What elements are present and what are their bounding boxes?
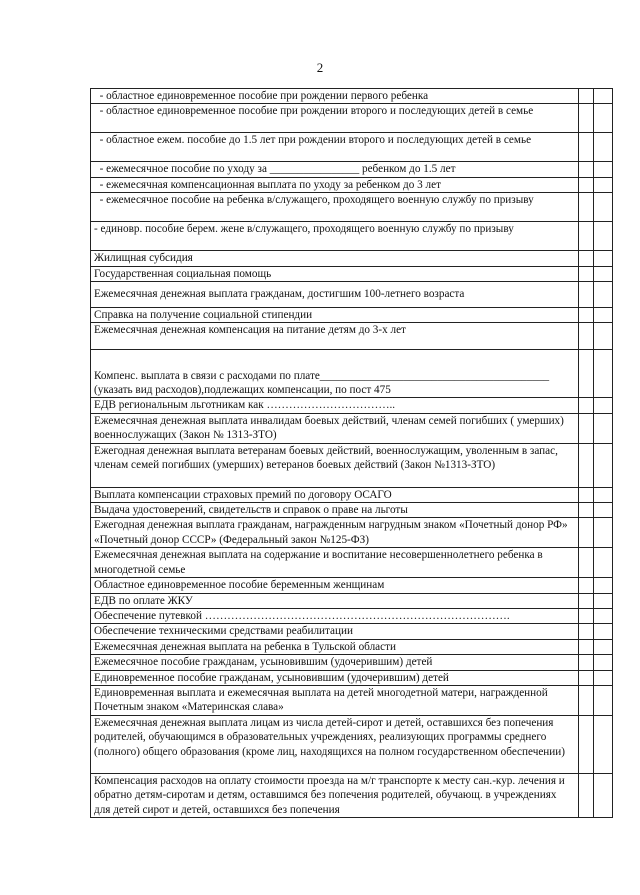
table-row — [91, 715, 613, 773]
mark-cell — [579, 548, 594, 578]
table-row — [91, 398, 613, 413]
service-cell: Государственная социальная помощь — [91, 266, 579, 281]
mark-cell — [594, 323, 613, 350]
mark-cell — [579, 670, 594, 685]
mark-cell — [594, 413, 613, 443]
mark-cell — [594, 162, 613, 177]
mark-cell — [579, 266, 594, 281]
table-row — [91, 639, 613, 654]
mark-cell — [594, 308, 613, 323]
service-cell: Ежемесячное пособие гражданам, усыновившим (удочерившим) детей — [91, 655, 579, 670]
mark-cell — [594, 350, 613, 398]
table-row — [91, 350, 613, 398]
service-cell: Справка на получение социальной стипендии — [91, 308, 579, 323]
table-row — [91, 89, 613, 104]
mark-cell — [579, 518, 594, 548]
mark-cell — [594, 639, 613, 654]
mark-cell — [579, 323, 594, 350]
mark-cell — [594, 715, 613, 773]
service-cell: Обеспечение техническими средствами реабилитации — [91, 624, 579, 639]
service-cell: Областное единовременное пособие беременным женщинам — [91, 578, 579, 593]
mark-cell — [594, 89, 613, 104]
service-cell: - областное ежем. пособие до 1.5 лет при рождении второго и последующих детей в семье — [91, 133, 579, 162]
services-table — [90, 88, 613, 818]
mark-cell — [579, 282, 594, 308]
table-row — [91, 518, 613, 548]
mark-cell — [579, 162, 594, 177]
table-row — [91, 133, 613, 162]
mark-cell — [594, 398, 613, 413]
service-cell: - единовр. пособие берем. жене в/служащего, проходящего военную службу по призыву — [91, 222, 579, 251]
mark-cell — [579, 133, 594, 162]
table-row — [91, 266, 613, 281]
service-cell: Компенс. выплата в связи с расходами по плате_________________________________________ (указать вид расходов),подлежащих компенсации, по пост 475 — [91, 350, 579, 398]
table-row — [91, 193, 613, 222]
service-cell: Ежемесячная денежная компенсация на питание детям до 3-х лет — [91, 323, 579, 350]
table-row — [91, 624, 613, 639]
service-cell: Компенсация расходов на оплату стоимости проезда на м/г транспорте к месту сан.-кур. лечения и обратно детям-сиротам и детям, оставшимся без попечения родителей, обучающ. в учреждениях для детей сирот и детей, оставшихся без попечения — [91, 773, 579, 817]
service-cell: Ежемесячная денежная выплата гражданам, достигшим 100-летнего возраста — [91, 282, 579, 308]
service-cell: Ежегодная денежная выплата гражданам, награжденным нагрудным знаком «Почетный донор РФ» «Почетный донор СССР» (Федеральный закон №125-ФЗ) — [91, 518, 579, 548]
mark-cell — [579, 89, 594, 104]
mark-cell — [594, 222, 613, 251]
mark-cell — [579, 487, 594, 502]
table-row — [91, 308, 613, 323]
mark-cell — [594, 177, 613, 192]
service-cell: Ежемесячная денежная выплата инвалидам боевых действий, членам семей погибших ( умерших) военнослужащих (Закон № 1313-ЗТО) — [91, 413, 579, 443]
mark-cell — [594, 193, 613, 222]
table-row — [91, 413, 613, 443]
mark-cell — [579, 350, 594, 398]
service-cell: - областное единовременное пособие при рождении второго и последующих детей в семье — [91, 104, 579, 133]
mark-cell — [579, 443, 594, 487]
service-cell: - ежемесячная компенсационная выплата по уходу за ребенком до 3 лет — [91, 177, 579, 192]
mark-cell — [594, 685, 613, 715]
table-row — [91, 323, 613, 350]
mark-cell — [579, 624, 594, 639]
table-row — [91, 282, 613, 308]
table-row — [91, 685, 613, 715]
service-cell: - ежемесячное пособие на ребенка в/служащего, проходящего военную службу по призыву — [91, 193, 579, 222]
mark-cell — [579, 578, 594, 593]
table-row — [91, 593, 613, 608]
mark-cell — [579, 593, 594, 608]
page-number: 2 — [316, 60, 324, 75]
mark-cell — [594, 518, 613, 548]
service-cell: Жилищная субсидия — [91, 251, 579, 266]
mark-cell — [579, 503, 594, 518]
table-row — [91, 548, 613, 578]
service-cell: ЕДВ региональным льготникам как …………………………….. — [91, 398, 579, 413]
service-cell: Ежегодная денежная выплата ветеранам боевых действий, военнослужащим, уволенным в запас, членам семей погибших (умерших) ветеранов боевых действий (Закон №1313-ЗТО) — [91, 443, 579, 487]
mark-cell — [579, 251, 594, 266]
service-cell: Обеспечение путевкой ………………………………………………………………………. — [91, 608, 579, 623]
mark-cell — [594, 608, 613, 623]
table-row — [91, 503, 613, 518]
mark-cell — [579, 773, 594, 817]
mark-cell — [594, 104, 613, 133]
service-cell: Единовременная выплата и ежемесячная выплата на детей многодетной матери, награжденной Почетным знаком «Материнская слава» — [91, 685, 579, 715]
mark-cell — [594, 133, 613, 162]
mark-cell — [579, 222, 594, 251]
table-row — [91, 162, 613, 177]
mark-cell — [594, 282, 613, 308]
mark-cell — [594, 548, 613, 578]
table-row — [91, 443, 613, 487]
mark-cell — [579, 608, 594, 623]
service-cell: - ежемесячное пособие по уходу за ________________ ребенком до 1.5 лет — [91, 162, 579, 177]
mark-cell — [594, 593, 613, 608]
mark-cell — [594, 487, 613, 502]
table-row — [91, 177, 613, 192]
mark-cell — [579, 413, 594, 443]
service-cell: Ежемесячная денежная выплата лицам из числа детей-сирот и детей, оставшихся без попечения родителей, обучающимся в образовательных учреждениях, реализующих программы среднего (полного) общего образования (кроме лиц, находящихся на полном государственном обеспечении) — [91, 715, 579, 773]
table-row — [91, 578, 613, 593]
service-cell: Ежемесячная денежная выплата на ребенка в Тульской области — [91, 639, 579, 654]
table-row — [91, 251, 613, 266]
mark-cell — [579, 177, 594, 192]
table-row — [91, 670, 613, 685]
table-row — [91, 773, 613, 817]
service-cell: Выплата компенсации страховых премий по договору ОСАГО — [91, 487, 579, 502]
table-row — [91, 104, 613, 133]
mark-cell — [579, 308, 594, 323]
mark-cell — [579, 715, 594, 773]
mark-cell — [594, 773, 613, 817]
mark-cell — [579, 104, 594, 133]
mark-cell — [594, 266, 613, 281]
table-row — [91, 655, 613, 670]
table-row — [91, 222, 613, 251]
mark-cell — [594, 655, 613, 670]
mark-cell — [579, 685, 594, 715]
mark-cell — [579, 639, 594, 654]
table-row — [91, 487, 613, 502]
mark-cell — [579, 398, 594, 413]
service-cell: - областное единовременное пособие при рождении первого ребенка — [91, 89, 579, 104]
service-cell: ЕДВ по оплате ЖКУ — [91, 593, 579, 608]
mark-cell — [594, 670, 613, 685]
mark-cell — [594, 443, 613, 487]
table-row — [91, 608, 613, 623]
mark-cell — [594, 578, 613, 593]
mark-cell — [594, 624, 613, 639]
service-cell: Выдача удостоверений, свидетельств и справок о праве на льготы — [91, 503, 579, 518]
mark-cell — [579, 655, 594, 670]
mark-cell — [594, 251, 613, 266]
mark-cell — [579, 193, 594, 222]
service-cell: Единовременное пособие гражданам, усыновившим (удочерившим) детей — [91, 670, 579, 685]
mark-cell — [594, 503, 613, 518]
service-cell: Ежемесячная денежная выплата на содержание и воспитание несовершеннолетнего ребенка в многодетной семье — [91, 548, 579, 578]
